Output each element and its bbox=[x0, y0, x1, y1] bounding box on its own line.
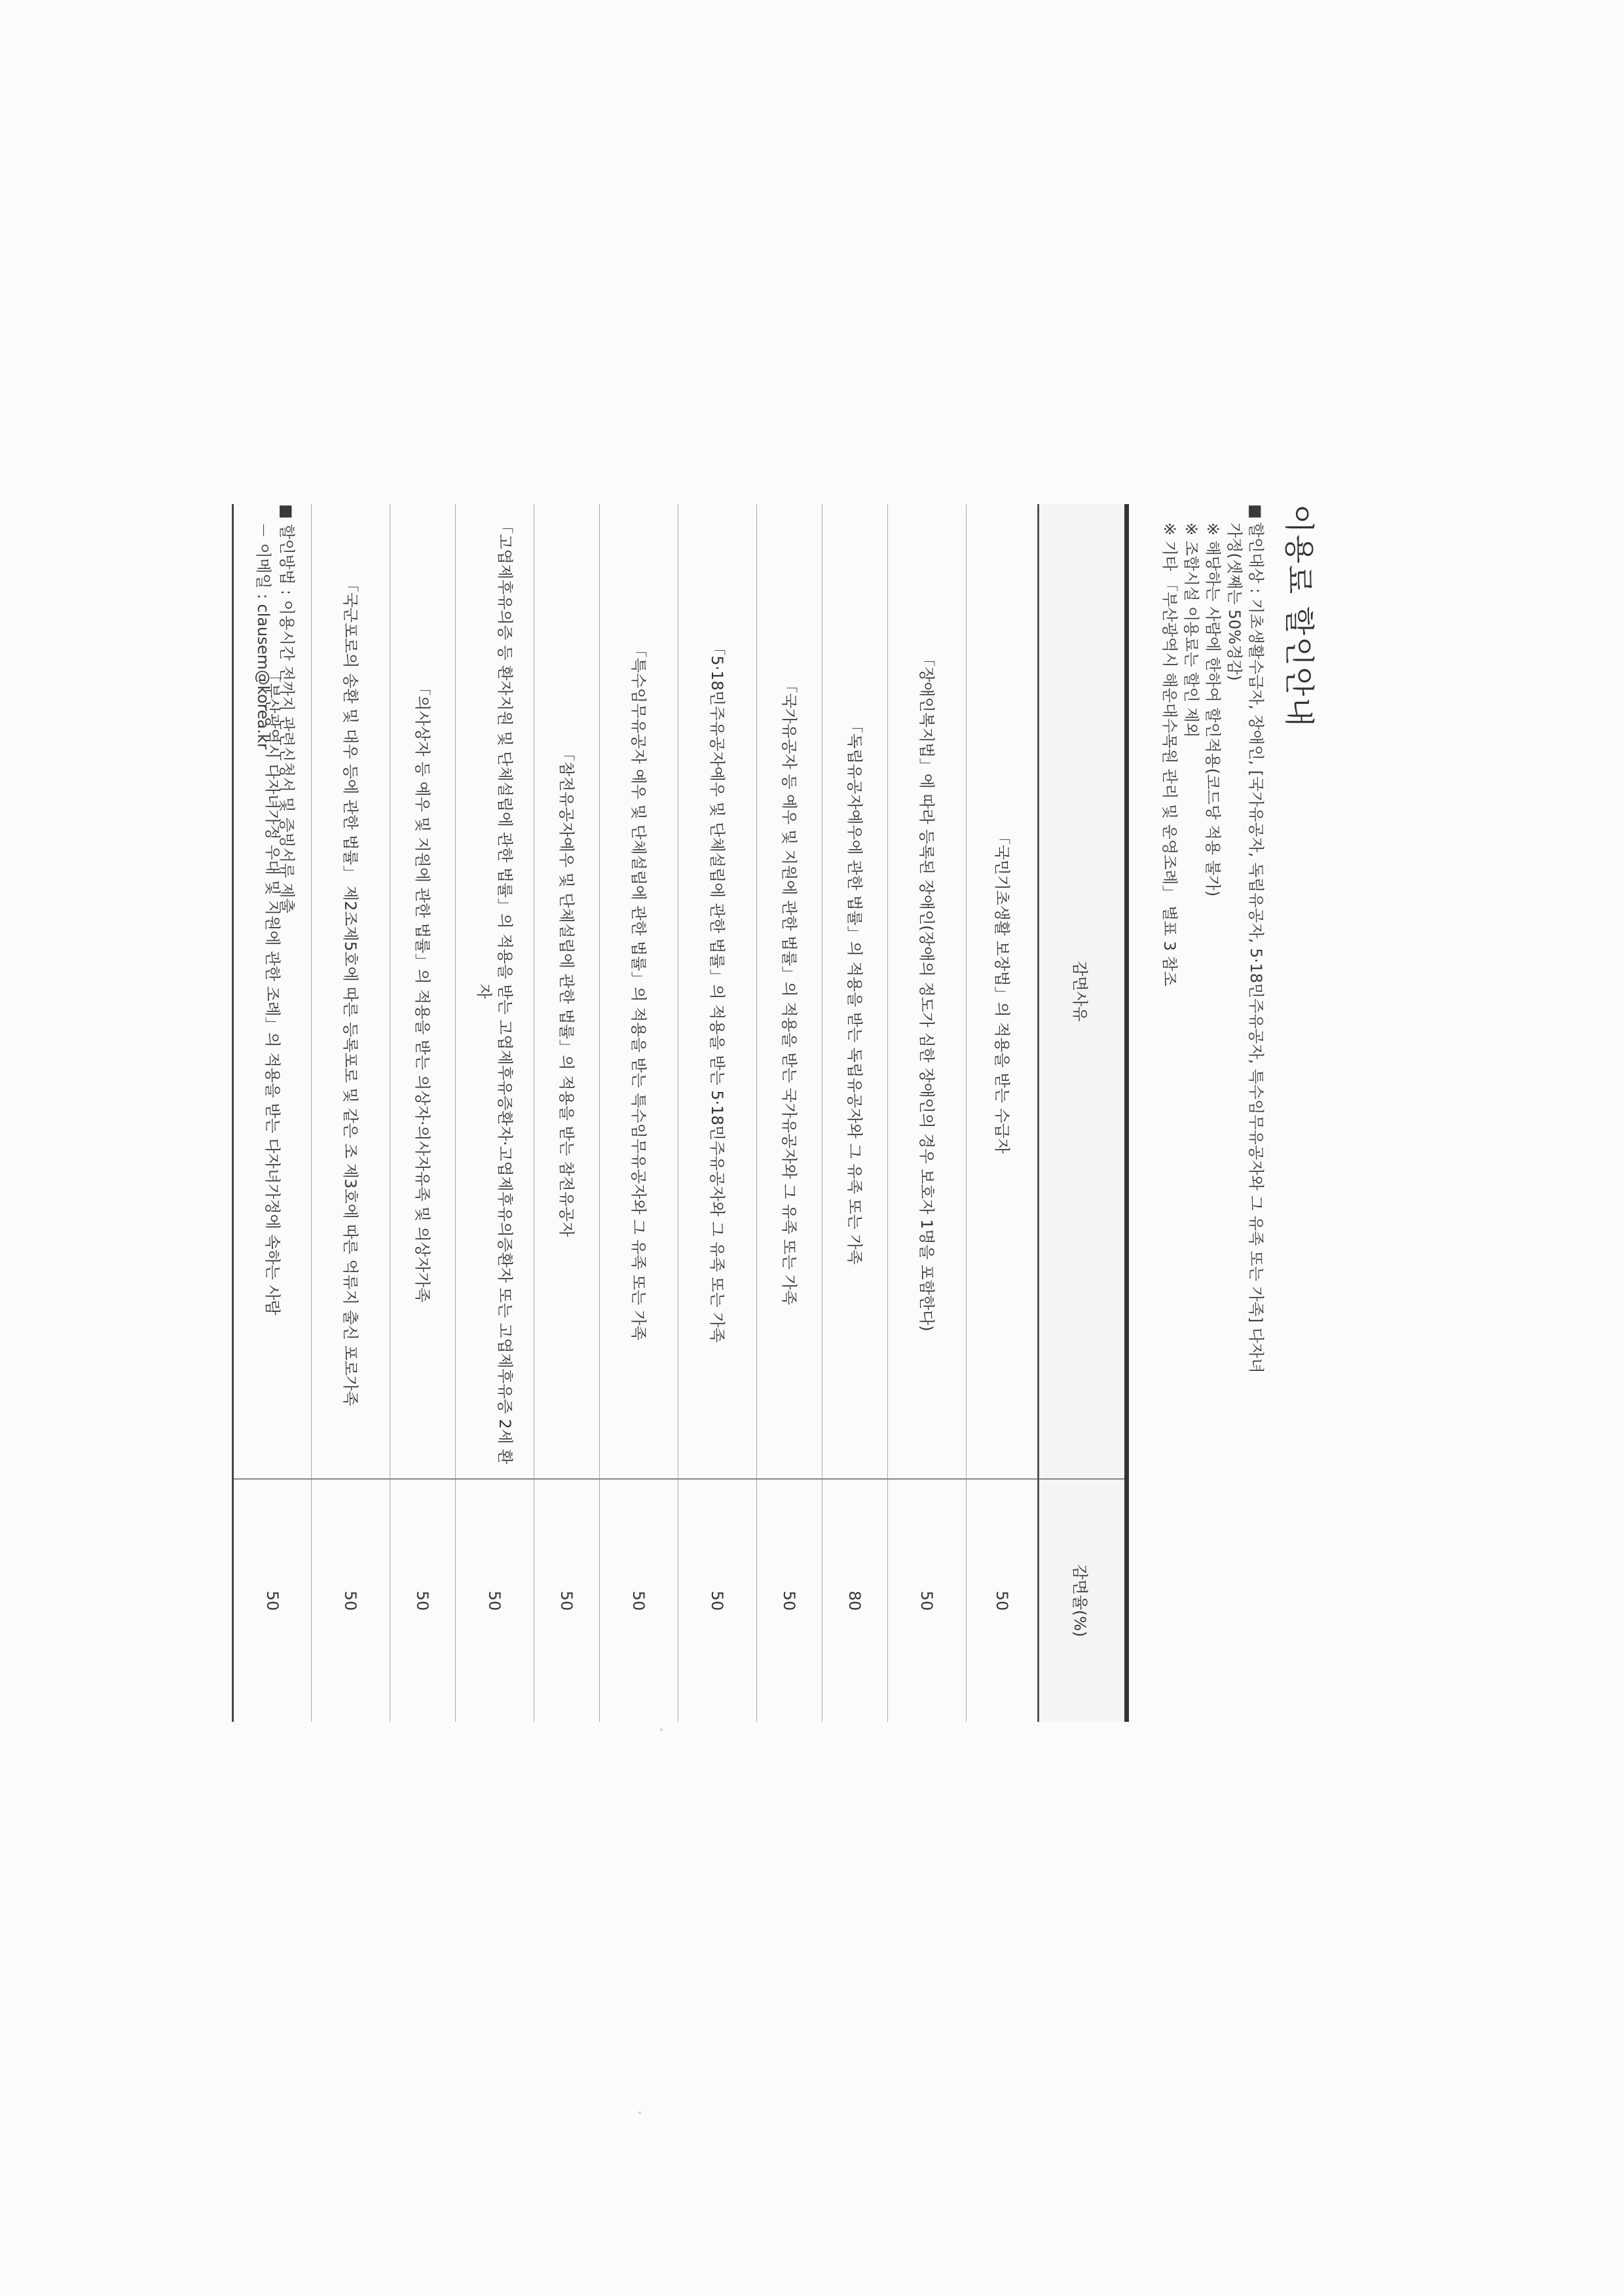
scan-speck bbox=[638, 2111, 641, 2114]
rate-cell: 50 bbox=[678, 1479, 757, 1722]
table-row bbox=[456, 504, 534, 1722]
note-line: ※ 조합시설 이용료는 할인 제외 bbox=[1182, 522, 1200, 738]
note-line: 가정(셋째는 50%경감) bbox=[1225, 522, 1244, 681]
notes-block bbox=[1158, 504, 1266, 1722]
reason-cell: 「독립유공자예우에 관한 법률」의 적용을 받는 독립유공자와 그 유족 또는 가족 bbox=[822, 504, 888, 1479]
reason-cell: 「특수임무유공자 예우 및 단체설립에 관한 법률」의 적용을 받는 특수임무유공자와 그 유족 또는 가족 bbox=[600, 504, 678, 1479]
discount-table bbox=[232, 504, 1129, 1722]
rate-cell: 50 bbox=[757, 1479, 822, 1722]
rate-cell: 80 bbox=[822, 1479, 888, 1722]
footer-block bbox=[251, 504, 299, 913]
footer-line: － 이메일 : clausem@korea.kr bbox=[254, 522, 272, 750]
reason-cell: 「부산광역시 다자녀가정 우대 및 지원에 관한 조례」의 적용을 받는 다자녀가정에 속하는 사람 bbox=[233, 504, 312, 1479]
reason-cell: 「장애인복지법」에 따라 등록된 장애인(장애의 정도가 심한 장애인의 경우 보호자 1명을 포함한다) bbox=[888, 504, 967, 1479]
header-rate: 감면율(%) bbox=[1039, 1479, 1127, 1722]
dash-bullet-icon: － bbox=[254, 522, 272, 538]
rate-cell: 50 bbox=[456, 1479, 534, 1722]
table-row bbox=[390, 504, 456, 1722]
reason-cell: 「참전유공자예우 및 단체설립에 관한 법률」의 적용을 받는 참전유공자 bbox=[534, 504, 600, 1479]
table-row bbox=[312, 504, 390, 1722]
rate-cell: 50 bbox=[600, 1479, 678, 1722]
table-header-row bbox=[1039, 504, 1127, 1722]
table-row bbox=[757, 504, 822, 1722]
reason-cell: 「국군포로의 송환 및 대우 등에 관한 법률」 제2조제5호에 따른 등록포로 및 같은 조 제3호에 따른 억류지 출신 포로가족 bbox=[312, 504, 390, 1479]
rate-cell: 50 bbox=[888, 1479, 967, 1722]
header-reason: 감면사유 bbox=[1039, 504, 1127, 1479]
table-row bbox=[888, 504, 967, 1722]
reference-mark-icon: ※ bbox=[1160, 522, 1179, 536]
note-line: ※ 기타 「부산광역시 해운대수목원 관리 및 운영조례」 별표 3 참조 bbox=[1160, 522, 1179, 987]
table-row bbox=[678, 504, 757, 1722]
reason-cell: 「의사상자 등 예우 및 지원에 관한 법률」의 적용을 받는 의상자·의사자유족 및 의상자가족 bbox=[390, 504, 456, 1479]
rate-cell: 50 bbox=[534, 1479, 600, 1722]
square-bullet-icon: ■ bbox=[1247, 504, 1265, 519]
reason-cell: 「국민기초생활 보장법」의 적용을 받는 수급자 bbox=[967, 504, 1039, 1479]
reference-mark-icon: ※ bbox=[1182, 522, 1200, 536]
rate-cell: 50 bbox=[390, 1479, 456, 1722]
scan-speck bbox=[660, 1728, 663, 1731]
reference-mark-icon: ※ bbox=[1204, 522, 1222, 536]
table-row bbox=[967, 504, 1039, 1722]
page-title: 이용료 할인안내 bbox=[1282, 504, 1317, 728]
table-row bbox=[822, 504, 888, 1722]
reason-cell: 「고엽제후유의증 등 환자지원 및 단체설립에 관한 법률」의 적용을 받는 고엽제후유증환자·고엽제후유의증환자 또는 고엽제후유증 2세 환자 bbox=[456, 504, 534, 1479]
reason-cell: 「5·18민주유공자예우 및 단체설립에 관한 법률」의 적용을 받는 5·18민주유공자와 그 유족 또는 가족 bbox=[678, 504, 757, 1479]
table-row bbox=[534, 504, 600, 1722]
note-line: ■할인대상 : 기초생활수급자, 장애인, [국가유공자, 독립유공자, 5·18민주유공자, 특수임무유공자와 그 유족 또는 가족] 다자녀 bbox=[1245, 504, 1266, 1722]
footer-line: ■ 할인방법 : 이용시간 전까지 관련신청서 및 증빙서류 제출 bbox=[278, 504, 296, 914]
note-line: ※ 해당하는 사람에 한하여 할인적용(코드당 적용 불가) bbox=[1204, 522, 1222, 897]
rate-cell: 50 bbox=[233, 1479, 312, 1722]
reason-cell: 「국가유공자 등 예우 및 지원에 관한 법률」의 적용을 받는 국가유공자와 그 유족 또는 가족 bbox=[757, 504, 822, 1479]
rate-cell: 50 bbox=[967, 1479, 1039, 1722]
square-bullet-icon: ■ bbox=[278, 504, 296, 519]
table-row bbox=[600, 504, 678, 1722]
rate-cell: 50 bbox=[312, 1479, 390, 1722]
rotated-document bbox=[249, 504, 1323, 1722]
